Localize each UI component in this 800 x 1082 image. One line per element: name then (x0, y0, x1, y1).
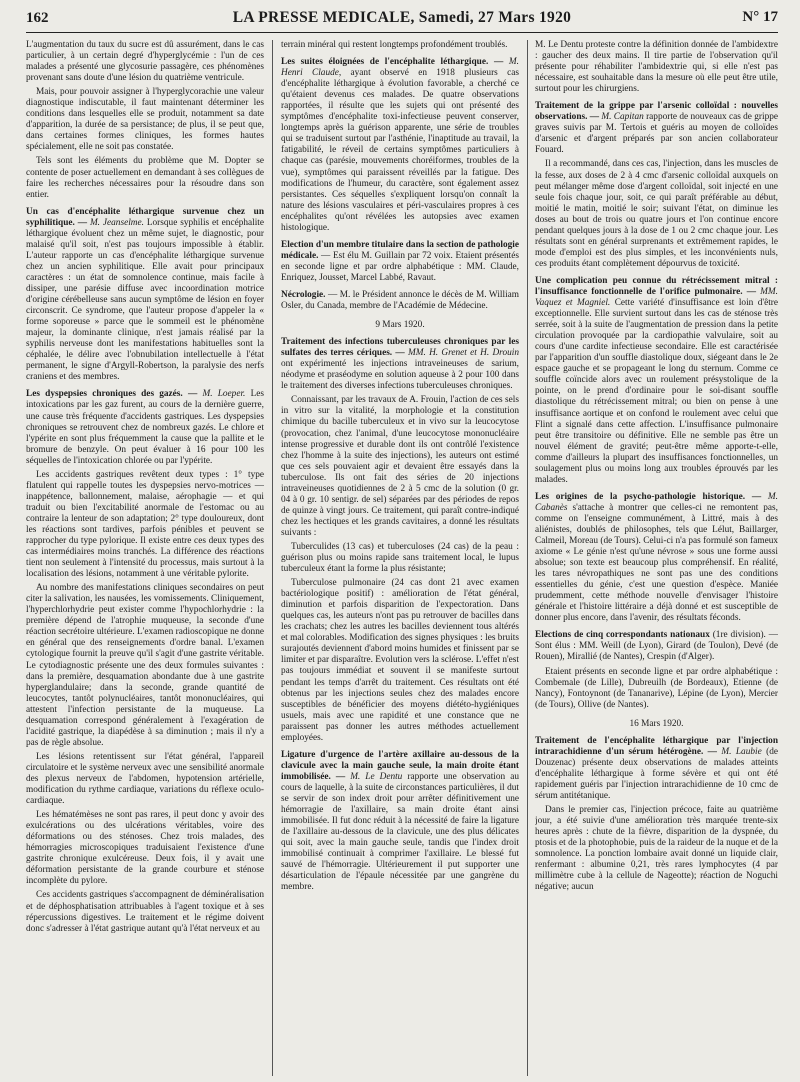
paragraph: Mais, pour pouvoir assigner à l'hyperglycorachie une valeur diagnostique indiscutable, il faut maintenant déterminer les conditions dans lesquelles elle se produit, notamment sa date d'apparition, la durée de sa persistance; de plus, il se peut que, dans certaines formes cliniques, les formes hautes spécialement, elle ne soit pas constatée. (26, 87, 264, 153)
article-heading: Traitement des infections tuberculeuses chroniques par les sulfates des terres cériques. — (281, 337, 519, 359)
article-text: Lorsque syphilis et encéphalite léthargique évoluent chez un même sujet, le diagnostic, pour malaisé qu'il soit, n'est pas toujours impossible à établir. L'auteur rapporte un cas d'encéphalite léthargique survenue chez un ancien syphilitique. Elle avait pour principaux caractères : un état de somnolence continue, mais facile à dissiper, une parésie diffuse avec incoordination motrice d'origine cérébelleuse sans aucun symptôme de lésion en foyer circonscrit. Ce syndrome, que l'auteur propose d'appeler la « forme soporeuse » parce que le sommeil est le phénomène majeur, la dominante clinique, n'est jamais réalisé par la syphilis nerveuse dont les manifestations habituelles sont la céphalée, le délire avec l'obnubilation intellectuelle à l'état permanent, le signe d'Argyll-Robertson, la paralysie des nerfs craniens et des membres. (26, 217, 264, 383)
running-header (26, 8, 778, 32)
paragraph: terrain minéral qui restent longtemps profondément troublés. (281, 40, 508, 50)
paragraph: Tels sont les éléments du problème que M. Dopter se contente de poser actuellement en demandant à ses collègues de faire les recherches nécessaires pour la résoudre dans son entier. (26, 156, 264, 200)
article-author: MM. Vaquez et Magniel. (535, 286, 778, 309)
page-number: 162 (26, 10, 49, 26)
article-suites-encephalite (281, 57, 519, 234)
article-author: M. Capitan (601, 112, 647, 123)
paragraph: Connaissant, par les travaux de A. Frouin, l'action de ces sels in vitro sur la vitalité, la morphologie et la constitution chimique du bacille tuberculeux et in vivo sur la leucocytose (provocation, chez l'animal, d'une leucocytose mononucléaire intense progressive et durable dont ils ont contrôlé l'existence chez l'homme à la suite des injections), les auteurs ont estimé que ces sels pouvaient agir et devaient être essayés dans la tuberculose. Ils ont fait des séries de 20 injections intraveineuses quotidiennes de 2 à 5 cmc de la solution (0 gr. 04 à 0 gr. 10 sentigr. de sel) séparées par des périodes de repos de quinze à vingt jours. Ce traitement, qui paraît contre-indiqué chez les hectiques et les grands cavitaires, a donné les résultats suivants : (281, 395, 519, 538)
article-infections-tuberculeuses (281, 337, 519, 392)
paragraph: Au nombre des manifestations cliniques secondaires on peut citer la salivation, les nausées, les vomissements. Cliniquement, l'hyperchlorhydrie peut exister comme l'hypochlorhydrie : la première dépend de l'atrophie muqueuse, la seconde d'une réaction secrétoire ultérieure. L'examen radioscopique ne donne en général que des renseignements d'ordre banal. L'examen cytologique fournit la preuve qu'il s'agit d'une gastrite véritable. Le cytodiagnostic présente une des deux formules suivantes : dans la première, desquamation abondante due à une gastrite hyperglandulaire; dans la seconde, grande quantité de leucocytes, tantôt polynucléaires, tantôt mononucléaires, qui attestent l'infection persistante de la muqueuse. La desquamation correspond généralement à l'exagération de l'acidité gastrique, la diapédèse à sa diminution ; mais il n'y a pas de règle absolue. (26, 583, 264, 748)
article-encephalite-syphilitique (26, 207, 264, 384)
column-divider-1 (272, 40, 273, 1076)
article-author: M. Jeanselme. (89, 217, 147, 228)
article-text: (de Douzenac) présente deux observations de malades atteints d'encéphalite léthargique à forme sévère et qui ont été rapidement guéris par l'injection intrarachidienne de 10 cmc de sérum antitétanique. (535, 746, 778, 801)
article-heading: Un cas d'encéphalite léthargique survenue chez un syphilitique. — (26, 206, 264, 228)
header-rule (26, 32, 778, 33)
paragraph: Il a recommandé, dans ces cas, l'injection, dans les muscles de la fesse, aux doses de 2 à 4 cmc d'arsenic colloïdal auxquels on peut mélanger même dose d'argent colloïdal, soit injecté en une seule fois chaque jour, soit, ce qui paraît préférable au début, moitié le matin, moitié le soir; suivant l'état, on diminue les doses au bout de trois ou quatre jours et l'on continue encore pendant quelques jours à la dose de 1 ou 2 cmc chaque jour. Les résultats sont en général surprenants et extrêmement rapides, le mode d'emploi est des plus simples, et les inconvénients nuls, ces produits étant complètement dépourvus de toxicité. (535, 159, 778, 269)
article-text: — M. le Président annonce le décès de M. William Osler, du Canada, membre de l'Académie de Médecine. (281, 289, 519, 312)
paragraph: Les lésions retentissent sur l'état général, l'appareil circulatoire et le système nerveux avec une sensibilité anormale des plexus nerveux de l'abdomen, hypotension artérielle, modification du rythme cardiaque, variations du réflexe oculo-cardiaque. (26, 751, 264, 807)
paragraph: Les accidents gastriques revêtent deux types : 1° type flatulent qui rappelle toutes les dyspepsies nervo-motrices — inappétence, ballonnement, malaise, aérophagie — et qui traduit ou bien l'excitabilité anormale de l'estomac ou au contraire la lenteur de son adaptation; 2° type douloureux, dont les réactions sont tardives, parfois pénibles et peuvent se rapprocher du type pylorique. Il existe entre ces deux types des cas intermédiaires moins tranchés. La différence des réactions tient non seulement à l'intensité du processus, mais surtout à la localisation des lésions, notamment à une véritable pylorite. (26, 469, 264, 580)
article-heading: Les suites éloignées de l'encéphalite léthargique. — (281, 57, 509, 68)
article-heading: Traitement de l'encéphalite léthargique par l'injection intrarachidienne d'un sérum hétérogène. — (535, 735, 778, 757)
article-necrologie (281, 290, 519, 312)
column-1 (26, 40, 264, 1076)
paragraph: Tuberculides (13 cas) et tuberculoses (24 cas) de la peau : guérison plus ou moins rapide sans traitement local, le lupus tuberculeux étant la forme la plus résistante; (281, 541, 519, 575)
article-psycho-pathologie (535, 492, 778, 625)
article-text: (1re division). — Sont élus : MM. Weill (de Lyon), Girard (de Toulon), Devé (de Rouen), Mirallié (de Nantes), Crespin (d'Alger). (535, 630, 778, 663)
paragraph: L'augmentation du taux du sucre est dû assurément, dans le cas particulier, à un certain degré d'hyperglycémie : l'un de ces malades a présenté une glycosurie passagère, ces phénomènes provenant sans doute d'une lésion du quatrième ventricule. (26, 40, 264, 84)
article-heading: Les dyspepsies chroniques des gazés. — (26, 389, 203, 400)
article-author: M. Le Dentu (350, 771, 408, 782)
article-encephalite-serum (535, 736, 778, 802)
article-ligature-axillaire (281, 750, 519, 894)
session-date: 16 Mars 1920. (629, 718, 684, 729)
paragraph: Les hématémèses ne sont pas rares, il peut donc y avoir des exulcérations ou des ulcérations véritables, voire des déformations ou des sténoses. Chez trois malades, des hémorragies microscopiques traduisaient l'existence d'une gastrite chronique exulcéreuse. Deux fois, il y avait une déformation persistante de la grande courbure et sténose incomplète du pylore. (26, 810, 264, 887)
paragraph: Dans le premier cas, l'injection précoce, faite au quatrième jour, a été suivie d'une amélioration très marquée trente-six heures après : chute de la fièvre, disparition de la dyspnée, du ptosis et de la photophobie, puis de la raideur de la nuque et de la somnolence. La ponction lombaire avait donné un liquide clair, renfermant : albumine 0,21, très rares lymphocytes (4 par millimètre cube à la cellule de Nageotte); réaction de Noguchi négative; aucun (535, 805, 778, 893)
issue-number: N° 17 (742, 9, 778, 25)
article-heading: Elections de cinq correspondants nationaux (535, 630, 713, 641)
article-retrecissement-mitral (535, 276, 778, 486)
paragraph: Etaient présents en seconde ligne et par ordre alphabétique : Combemale (de Lille), Dubreuilh (de Bordeaux), Etienne (de Nancy), Fontoynont (de Tananarive), Lépine (de Lyon), Mercier (de Tours), Ollive (de Nantes). (535, 666, 778, 710)
article-text: ont expérimenté les injections intraveineuses de sarium, néodyme et praséodyme en solution aqueuse à 2 pour 100 dans le traitement des diverses infections tuberculeuses chroniques. (281, 359, 519, 392)
article-heading: Une complication peu connue du rétrécissement mitral : l'insuffisance fonctionnelle de l'orifice pulmonaire. — (535, 275, 778, 297)
paragraph: Tuberculose pulmonaire (24 cas dont 21 avec examen bactériologique positif) : amélioration de l'état général, diminution et parfois disparition de l'expectoration. Dans quelques cas, les auteurs n'ont pas pu retrouver de bacilles dans les crachats; chez les autres les bacilles deviennent tous altérés et mal colorables. Modification des signes physiques : les bruits surajoutés deviennent d'abord moins humides et finissent par se limiter et par disparaître. Evolution vers la sclérose. L'effet n'est pas toujours immédiat et souvent il se manifeste surtout pendant les temps d'arrêt du traitement. Ces résultats ont été obtenus par les injections seules chez des malades encore susceptibles de bénéficier des moyens diététo-hygiéniques usuels, mais avec une rapidité et une constance que ne paraissent pas donner les autres méthodes actuellement employées. (281, 578, 519, 743)
article-heading: Ligature d'urgence de l'artère axillaire au-dessous de la clavicule avec la main gauche seule, la main droite étant immobilisée. — (281, 749, 519, 782)
article-grippe-arsenic (535, 101, 778, 156)
column-2 (281, 40, 519, 1076)
article-text: rapporte une observation au cours de laquelle, à la suite de circonstances particulières, il dut se servir de son index droit pour arrêter définitivement une hémorragie de l'axillaire, sa main droite étant ainsi immobilisée. Il fut donc réduit à la nécessité de faire la ligature de l'axillaire au-dessous de la clavicule, une des plus délicates qui soit, avec la main gauche seule, tandis que l'index droit immobilisé continuait à comprimer l'axillaire. Le blessé fut sauvé de l'hémorragie. Ultérieurement il put supporter une désarticulation de l'épaule nécessitée par une gangrène du membre. (281, 771, 519, 893)
article-author: M. Laubie (721, 746, 767, 757)
column-3 (535, 40, 778, 1076)
article-dyspepsies-gazes (26, 389, 264, 466)
article-text: Les intoxications par les gaz furent, au cours de la dernière guerre, une cause très fréquente d'accidents gastriques. Les dyspepsies chroniques se retrouvent chez de nombreux gazés. Le chlore et l'ypérite en sont plus fréquemment la cause que la pallite et le bromure de benzyle. On peut évaluer à 16 pour 100 les séquelles de l'intoxication chlorée ou par l'ypérite. (26, 389, 264, 466)
column-divider-2 (527, 40, 528, 1076)
journal-title: LA PRESSE MEDICALE, Samedi, 27 Mars 1920 (232, 9, 572, 26)
paragraph: Ces accidents gastriques s'accompagnent de déminéralisation et de déphosphatisation attribuables à l'agent toxique et à ses répercussions digestives. Le traitement et le régime doivent donc s'adresser à l'état gastrique autant qu'à l'état nerveux et au (26, 890, 264, 934)
article-text: s'attache à montrer que celles-ci ne remontent pas, comme on l'enseigne communément, à Littré, mais à des aliénistes, doublés de philosophes, tels que Lélut, Baillarger, Calmeil, Moreau (de Tours). Celui-ci n'a pas formulé son fameux axiome « Le génie n'est qu'une névrose » sous une forme aussi absolue; son texte est beaucoup plus compréhensif. En réalité, les tares névropathiques ne sont pas une des conditions essentielles du génie, c'est une question d'espèce. Maniée prudemment, cette méthode nouvelle d'envisager l'histoire générale et l'histoire littéraire a déjà donné et est susceptible de donner plus encore, dans l'avenir, des résultats féconds. (535, 502, 778, 624)
article-author: MM. H. Grenet et H. Drouin (408, 348, 519, 359)
article-heading: Nécrologie. (281, 289, 328, 300)
article-heading: Les origines de la psycho-pathologie historique. — (535, 491, 768, 502)
article-text: Cette variété d'insuffisance est loin d'être exceptionnelle. Elle survient surtout dans les cas de sténose très serrée, soit à la suite de l'augmentation de pression dans la petite circulation provoquée par la cardiopathie valvulaire, soit au cours d'une cardite infectieuse secondaire. Elle est caractérisée par l'apparition d'un souffle diastolique doux, siégeant dans le 2e espace gauche et se propageant le long du sternum. Comme ce souffle coïncide alors avec un roulement présystolique de la pointe, on le prend d'ordinaire pour le soi-disant souffle diastolique du rétrécissement mitral; ou bien on pense à une insuffisance aortique et on confond le roulement avec celui que Flint a signalé dans cette affection. L'insuffisance pulmonaire peut être transitoire ou définitive. Elle ne semble pas être un nouvel élément de gravité; peut-être même apporte-t-elle, comme d'ailleurs la plupart des insuffisances fonctionnelles, un soulagement plus ou moins long aux troubles éprouvés par les malades. (535, 298, 778, 485)
article-author: M. Henri Claude, (281, 57, 519, 79)
article-elections-correspondants (535, 630, 778, 663)
article-author: M. Loeper. (202, 389, 251, 400)
session-date: 9 Mars 1920. (375, 320, 425, 331)
paragraph: M. Le Dentu proteste contre la définition donnée de l'ambidextre : gaucher des deux mains. Il tire partie de l'observation qu'il présente pour réhabiliter l'ambidextrie qui, si elle n'est pas nécessaire, est souhaitable dans la mesure où elle peut être utile, surtout pour les chirurgiens. (535, 40, 778, 95)
article-election-membre (281, 240, 519, 284)
article-text: — Est élu M. Guillain par 72 voix. Etaient présentés en seconde ligne et par ordre alphabétique : MM. Claude, Enriquez, Jousset, Marcel Labbé, Ravaut. (281, 250, 519, 283)
article-author: M. Cabanès (535, 491, 778, 513)
article-text: ayant observé en 1918 plusieurs cas d'encéphalite léthargique à évolution favorable, a cherché ce qu'étaient devenus ces malades. De quatre observations rapportées, il résulte que les sujets qui ont présenté des symptômes d'encéphalite toxi-infectieuse peuvent conserver, longtemps après la guérison apparente, une série de troubles qui se traduisent surtout par l'asthénie, l'inaptitude au travail, la fatigabilité, le réveil de certains symptômes particuliers à chaque cas (parésie, mouvements choréiformes, troubles de la vue), symptômes qui paraissent réveillés par la fatigue. Des modifications de l'humeur, du caractère, sont également assez persistantes. Ces séquelles s'expliquent lorsqu'on connaît la nature des lésions vasculaires et péri-vasculaires propres à ces encéphalites qu'ont révélées les autopsies avec examen histologique. (281, 68, 519, 233)
article-heading: Election d'un membre titulaire dans la section de pathologie médicale. (281, 239, 519, 261)
article-heading: Traitement de la grippe par l'arsenic colloïdal : nouvelles observations. — (535, 101, 778, 123)
article-text: rapporte de nouveaux cas de grippe graves suivis par M. Tertois et guéris au moyen de colloïdes d'arsenic et d'argent préparés par son ancien collaborateur Fouard. (535, 112, 778, 156)
